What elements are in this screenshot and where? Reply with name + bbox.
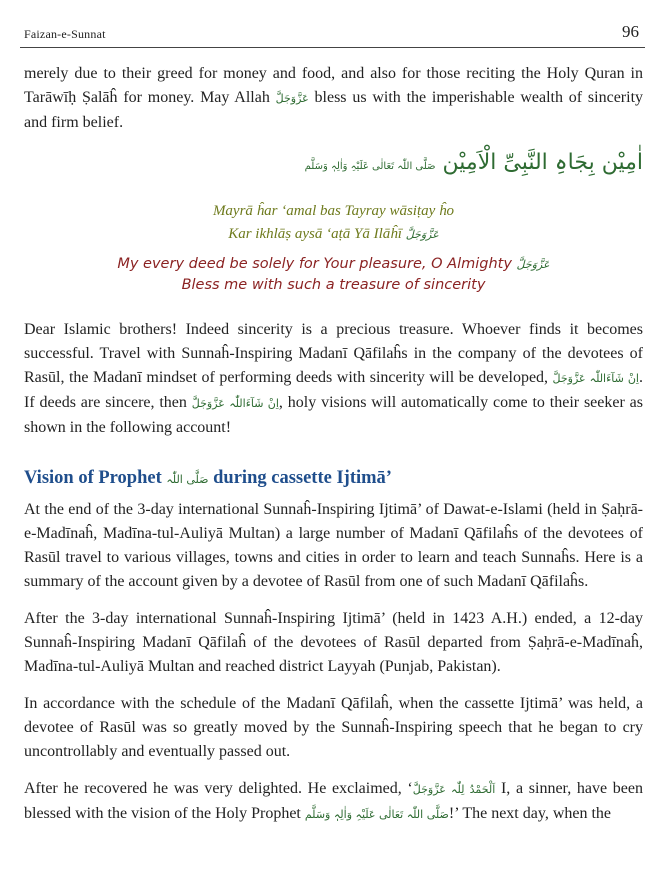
- paragraph-1: merely due to their greed for money and food, and also for those reciting the Holy Quran in Tarāwīḥ Ṣalāĥ for money. May Allah عَزَّوَجَلَّ bless us with the imperishable wealth of sincerity and firm belief.: [24, 65, 644, 131]
- poem-english-line-1: My every deed be solely for Your pleasure, O Almighty عَزَّوَجَلَّ: [117, 256, 550, 272]
- paragraph-4: After the 3-day international Sunnaĥ-Inspiring Ijtimā’ (held in 1423 A.H.) ended, a 12-day Sunnaĥ-Inspiring Madanī Qāfilaĥ of the devotees of Rasūl departed from Ṣaḥrā-e-Madīnaĥ, Madīna-tul-Auliyā Multan and reached district Layyah (Punjab, Pakistan).: [24, 610, 643, 675]
- dua-line: [24, 148, 643, 182]
- paragraph-2: Dear Islamic brothers! Indeed sincerity is a precious treasure. Whoever finds it becomes successful. Travel with Sunnaĥ-Inspiring Madanī Qāfilaĥs in the company of the devotees of Rasūl, the Madanī mindset of performing deeds with sincerity will be developed, اِنْ شَآءَاللّٰہ عَزَّوَجَلَّ. If deeds are sincere, then اِنْ شَآءَاللّٰہ عَزَّوَجَلَّ, holy visions will automatically come to their seeker as shown in the following account!: [24, 321, 643, 436]
- poem-urdu-line-2: Kar ikhlāṣ aysā ‘aṭā Yā Ilāĥī عَزَّوَجَلَّ: [228, 226, 439, 242]
- section-heading: Vision of Prophet صَلَّی اللّٰہ during cassette Ijtimā’: [24, 468, 392, 488]
- page-body: [24, 62, 643, 840]
- arabic-honorific: عَزَّوَجَلَّ: [275, 92, 309, 105]
- dua-salutation: صَلَّی اللّٰہ تَعَالٰی عَلَیْہِ وَاٰلِہٖ وَسَلَّم: [304, 161, 436, 172]
- paragraph-3: At the end of the 3-day international Sunnaĥ-Inspiring Ijtimā’ of Dawat-e-Islami (held in Ṣaḥrā-e-Madīnaĥ, Madīna-tul-Auliyā Multan) a large number of Madanī Qāfilaĥs of the devotees of Rasūl travel to various villages, towns and cities in order to learn and teach Sunnaĥs. Here is a summary of the account given by a devotee of Rasūl from one of such Madanī Qāfilaĥs.: [24, 501, 643, 590]
- header-divider: [20, 47, 645, 48]
- poem-urdu-line-1: Mayrā ĥar ‘amal bas Tayray wāsiṭay ĥo: [212, 203, 455, 219]
- poem-english-line-2: Bless me with such a treasure of sincerity: [181, 277, 486, 293]
- paragraph-5: In accordance with the schedule of the Madanī Qāfilaĥ, when the cassette Ijtimā’ was held, a devotee of Rasūl was so greatly moved by the Sunnaĥ-Inspiring speech that he began to cry uncontrollably and eventually passed out.: [24, 695, 643, 760]
- poem-english: [24, 254, 643, 296]
- book-title: Faizan-e-Sunnat: [24, 27, 106, 41]
- paragraph-6: After he recovered he was very delighted. He exclaimed, ‘اَلْحَمْدُ لِلّٰہ عَزَّوَجَلَّ I, a sinner, have been blessed with the vision of the Holy Prophet صَلَّی اللّٰہ تَعَالٰی عَلَیْہِ وَاٰلِہٖ وَسَلَّم!’ The next day, when the: [24, 780, 643, 822]
- poem-urdu: [24, 200, 643, 246]
- page-number: 96: [622, 22, 639, 41]
- page-header: [24, 0, 639, 46]
- dua-main: اٰمِیْن بِجَاہِ النَّبِیِّ الْاَمِیْن: [442, 150, 643, 175]
